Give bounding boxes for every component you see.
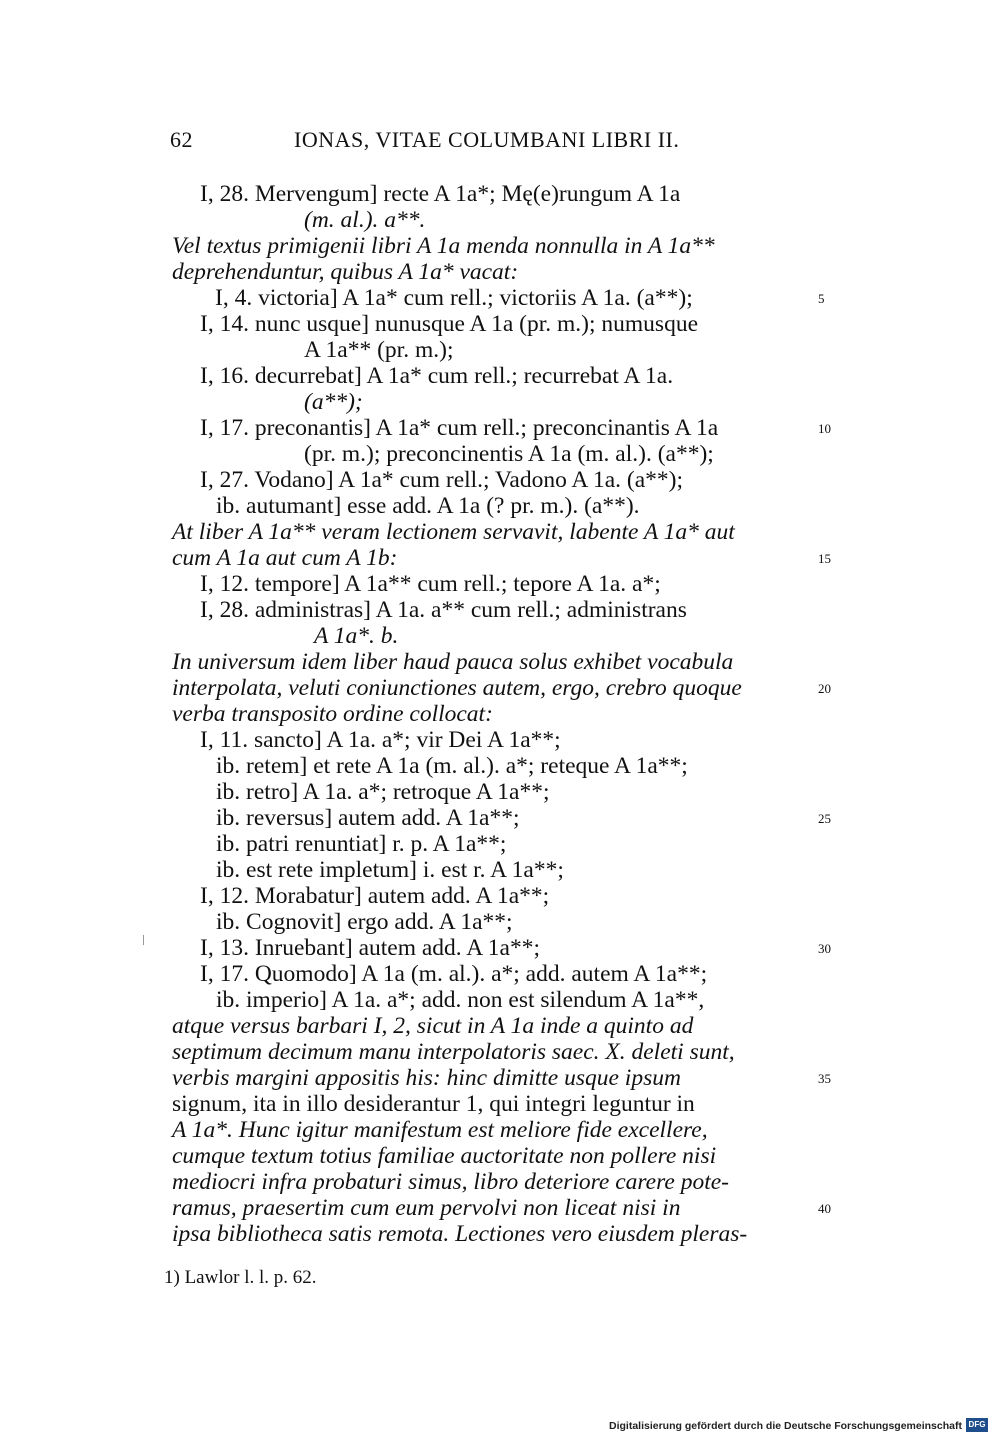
text-line: septimum decimum manu interpolatoris saec. X. deleti sunt, — [172, 1039, 735, 1065]
text-line: verba transposito ordine collocat: — [172, 701, 493, 727]
text-line: ib. retro] A 1a. a*; retroque A 1a**; — [216, 779, 550, 805]
text-line: ib. imperio] A 1a. a*; add. non est silendum A 1a**, — [216, 987, 705, 1013]
text-line: A 1a** (pr. m.); — [304, 337, 454, 363]
running-title: IONAS, VITAE COLUMBANI LIBRI II. — [294, 127, 680, 152]
text-line: Vel textus primigenii libri A 1a menda nonnulla in A 1a** — [172, 233, 715, 259]
text-line: I, 4. victoria] A 1a* cum rell.; victoriis A 1a. (a**); — [215, 285, 693, 311]
margin-mark — [143, 935, 144, 945]
line-number: 30 — [818, 941, 831, 956]
text-line: I, 16. decurrebat] A 1a* cum rell.; recurrebat A 1a. — [200, 363, 674, 389]
text-line: ramus, praesertim cum eum pervolvi non liceat nisi in — [172, 1195, 681, 1221]
dfg-logo-icon: DFG — [966, 1418, 988, 1432]
text-line: I, 12. tempore] A 1a** cum rell.; tepore A 1a. a*; — [200, 571, 661, 597]
line-number: 40 — [818, 1201, 831, 1216]
text-line: At liber A 1a** veram lectionem servavit, labente A 1a* aut — [172, 519, 735, 545]
text-line: I, 27. Vodano] A 1a* cum rell.; Vadono A 1a. (a**); — [200, 467, 684, 493]
text-line: atque versus barbari I, 2, sicut in A 1a inde a quinto ad — [172, 1013, 694, 1039]
text-line: I, 17. preconantis] A 1a* cum rell.; preconcinantis A 1a — [200, 415, 719, 441]
text-line: I, 13. Inruebant] autem add. A 1a**; — [200, 935, 541, 961]
text-line: ib. reversus] autem add. A 1a**; — [216, 805, 520, 831]
text-line: deprehenduntur, quibus A 1a* vacat: — [172, 259, 519, 285]
text-line: I, 12. Morabatur] autem add. A 1a**; — [200, 883, 550, 909]
line-number: 10 — [818, 421, 831, 436]
footnote: 1) Lawlor l. l. p. 62. — [164, 1267, 317, 1288]
text-line: cum A 1a aut cum A 1b: — [172, 545, 398, 571]
text-line: verbis margini appositis his: hinc dimitte usque ipsum — [172, 1065, 681, 1091]
text-line: I, 28. Mervengum] recte A 1a*; Mę(e)rungum A 1a — [200, 181, 681, 207]
text-line: ib. Cognovit] ergo add. A 1a**; — [216, 909, 513, 935]
text-line: cumque textum totius familiae auctoritate non pollere nisi — [172, 1143, 717, 1169]
text-line: (m. al.). a**. — [304, 207, 426, 233]
line-number: 25 — [818, 811, 831, 826]
line-number: 20 — [818, 681, 831, 696]
text-line: (pr. m.); preconcinentis A 1a (m. al.). (a**); — [304, 441, 714, 467]
text-line: ib. est rete impletum] i. est r. A 1a**; — [216, 857, 564, 883]
text-line: ib. autumant] esse add. A 1a (? pr. m.). (a**). — [216, 493, 640, 519]
text-line: I, 28. administras] A 1a. a** cum rell.; administrans — [200, 597, 687, 623]
text-line: interpolata, veluti coniunctiones autem, ergo, crebro quoque — [172, 675, 742, 701]
text-line: In universum idem liber haud pauca solus exhibet vocabula — [172, 649, 734, 675]
line-number: 5 — [818, 291, 825, 306]
text-line: mediocri infra probaturi simus, libro deteriore carere pote- — [172, 1169, 729, 1195]
text-line: I, 17. Quomodo] A 1a (m. al.). a*; add. autem A 1a**; — [200, 961, 708, 987]
line-number: 15 — [818, 551, 831, 566]
text-line: A 1a*. b. — [314, 623, 399, 649]
page-number: 62 — [170, 127, 193, 152]
text-line: ib. patri renuntiat] r. p. A 1a**; — [216, 831, 507, 857]
text-line: ipsa bibliotheca satis remota. Lectiones vero eiusdem pleras- — [172, 1221, 748, 1247]
line-number: 35 — [818, 1071, 831, 1086]
text-line: ib. retem] et rete A 1a (m. al.). a*; reteque A 1a**; — [216, 753, 688, 779]
text-line: I, 11. sancto] A 1a. a*; vir Dei A 1a**; — [200, 727, 561, 753]
text-line: signum, ita in illo desiderantur 1, qui integri leguntur in — [172, 1091, 695, 1117]
text-line: I, 14. nunc usque] nunusque A 1a (pr. m.); numusque — [200, 311, 699, 337]
digitization-credit: Digitalisierung gefördert durch die Deutsche Forschungsgemeinschaft — [609, 1420, 962, 1432]
text-line: (a**); — [304, 389, 363, 415]
text-line: A 1a*. Hunc igitur manifestum est meliore fide excellere, — [172, 1117, 708, 1143]
